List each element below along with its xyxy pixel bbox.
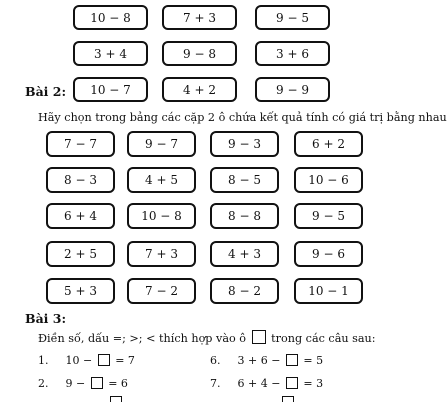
expression-box[interactable]: 10 − 8 <box>73 5 148 30</box>
item-right: = 6 <box>108 377 128 390</box>
item-left: 9 − <box>65 377 86 390</box>
expression-box[interactable]: 4 + 5 <box>127 167 196 193</box>
answer-input-box[interactable] <box>286 377 298 389</box>
answer-box-sample <box>252 330 266 344</box>
expression-box[interactable]: 10 − 6 <box>294 167 363 193</box>
expression-box[interactable]: 4 + 2 <box>162 77 237 102</box>
item-number: 1. <box>38 354 49 367</box>
item-left: 6 + 4 − <box>237 377 281 390</box>
answer-input-box[interactable] <box>98 354 110 366</box>
exercise-item <box>210 354 323 367</box>
expression-box[interactable]: 2 + 5 <box>46 241 115 267</box>
expression-box[interactable]: 9 − 5 <box>294 203 363 229</box>
item-right: = 3 <box>303 377 324 390</box>
expression-box[interactable]: 10 − 1 <box>294 278 363 304</box>
expression-box[interactable]: 9 − 3 <box>210 131 279 157</box>
expression-box[interactable]: 9 − 6 <box>294 241 363 267</box>
answer-input-box-partial <box>110 396 122 402</box>
exercise-item <box>210 377 323 390</box>
expression-box[interactable]: 10 − 7 <box>73 77 148 102</box>
item-number: 2. <box>38 377 49 390</box>
bai2-instruction: Hãy chọn trong bảng các cặp 2 ô chứa kết quả tính có giá trị bằng nhau <box>38 111 447 124</box>
answer-input-box[interactable] <box>91 377 103 389</box>
expression-box[interactable]: 9 − 5 <box>255 5 330 30</box>
item-number: 7. <box>210 377 221 390</box>
expression-box[interactable]: 9 − 7 <box>127 131 196 157</box>
answer-input-box[interactable] <box>286 354 298 366</box>
expression-box[interactable]: 6 + 2 <box>294 131 363 157</box>
item-left: 10 − <box>65 354 93 367</box>
expression-box[interactable]: 8 − 8 <box>210 203 279 229</box>
expression-box[interactable]: 7 + 3 <box>162 5 237 30</box>
expression-box[interactable]: 9 − 8 <box>162 41 237 66</box>
item-number: 6. <box>210 354 221 367</box>
expression-box[interactable]: 3 + 6 <box>255 41 330 66</box>
item-left: 3 + 6 − <box>237 354 281 367</box>
expression-box[interactable]: 7 + 3 <box>127 241 196 267</box>
expression-box[interactable]: 8 − 2 <box>210 278 279 304</box>
bai3-title: Bài 3: <box>25 311 67 326</box>
item-right: = 7 <box>115 354 135 367</box>
expression-box[interactable]: 4 + 3 <box>210 241 279 267</box>
bai2-title: Bài 2: <box>25 84 67 99</box>
exercise-item <box>38 377 128 390</box>
bai3-instruction-after: trong các câu sau: <box>271 332 376 345</box>
expression-box[interactable]: 6 + 4 <box>46 203 115 229</box>
bai3-instruction <box>38 330 376 345</box>
bai3-instruction-before: Điền số, dấu =; >; < thích hợp vào ô <box>38 332 247 345</box>
expression-box[interactable]: 8 − 3 <box>46 167 115 193</box>
expression-box[interactable]: 8 − 5 <box>210 167 279 193</box>
expression-box[interactable]: 3 + 4 <box>73 41 148 66</box>
answer-input-box-partial <box>282 396 294 402</box>
expression-box[interactable]: 7 − 2 <box>127 278 196 304</box>
expression-box[interactable]: 5 + 3 <box>46 278 115 304</box>
item-right: = 5 <box>303 354 324 367</box>
exercise-item <box>38 354 135 367</box>
expression-box[interactable]: 9 − 9 <box>255 77 330 102</box>
expression-box[interactable]: 7 − 7 <box>46 131 115 157</box>
expression-box[interactable]: 10 − 8 <box>127 203 196 229</box>
